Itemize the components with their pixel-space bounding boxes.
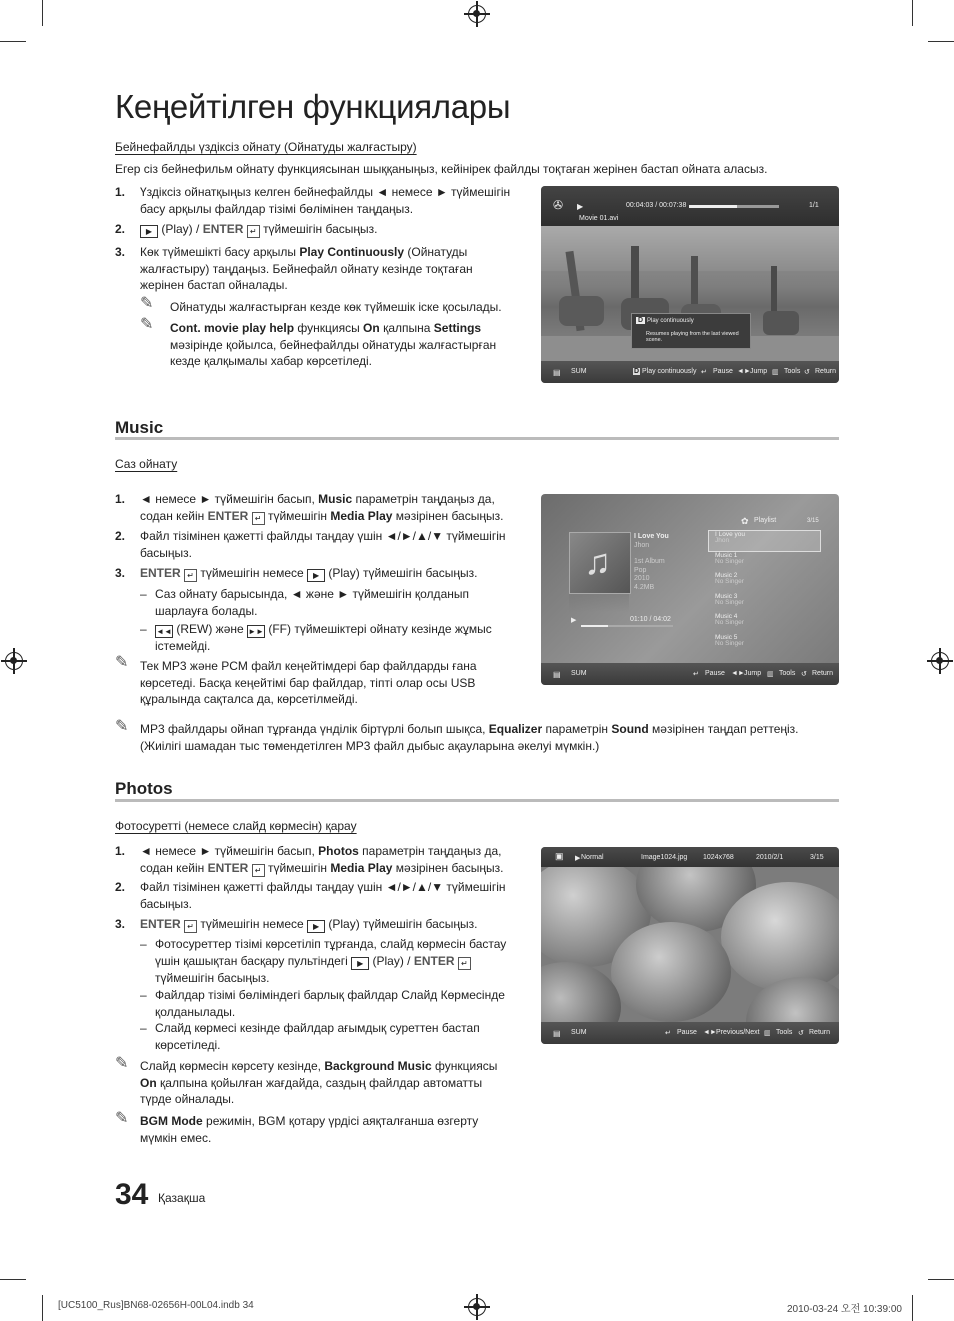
playlist-item[interactable] — [715, 614, 745, 635]
music-heading: Music — [115, 418, 164, 437]
music-dash1: Саз ойнату барысында, ◄ және ► түймешігін қолданып шарлауға болады. — [155, 587, 469, 618]
step-text: Көк түймешікті басу арқылы — [140, 245, 296, 259]
video-subheading: Бейнефайлды үздіксіз ойнату (Ойнатуды жалғастыру) — [115, 140, 417, 154]
note-text: функциясы — [297, 321, 360, 335]
registration-mark-icon — [468, 5, 486, 23]
video-progress-fill — [689, 205, 737, 208]
track-artist: No Singer — [715, 598, 744, 606]
music-note2 — [140, 721, 840, 754]
apple-shape — [541, 962, 621, 1022]
step-text: (Play) түймешігін басыңыз. — [328, 917, 478, 931]
music-note-icon: ♫ — [584, 541, 611, 582]
dash-bullet: – — [140, 622, 147, 636]
apples-photo — [541, 867, 839, 1022]
step-text: түймешігін басыңыз. — [263, 222, 378, 236]
playlist-count: 3/15 — [807, 518, 819, 524]
step-bold: Play Continuously — [299, 245, 405, 259]
video-time: 00:04:03 / 00:07:38 — [626, 202, 687, 209]
music-player-screenshot — [541, 494, 839, 685]
slideshow-mode: Normal — [581, 854, 604, 861]
usb-icon: ▤ — [553, 368, 561, 377]
album-art — [569, 532, 631, 594]
note-text: режимін, BGM қотару үрдісі аяқталғанша өзгерту мүмкін емес. — [140, 1114, 479, 1145]
dash-text: (Play) / — [372, 953, 411, 968]
step-text: ◄ немесе ► түймешігін басып, — [140, 844, 315, 858]
step-number: 1. — [115, 492, 126, 506]
playlist-item[interactable] — [715, 594, 745, 615]
note-bold: Background Music — [324, 1059, 432, 1073]
enter-label: ENTER — [207, 508, 249, 523]
return-icon: ↺ — [798, 1030, 804, 1037]
return-icon: ↺ — [801, 671, 807, 678]
photo-file-name: Image1024.jpg — [641, 854, 688, 861]
bar-jump: Jump — [750, 368, 768, 375]
giraffe-body — [559, 296, 604, 326]
step-number: 3. — [115, 245, 126, 259]
popup-text: Resumes playing from the last viewed scene. — [646, 331, 739, 343]
step-text: ◄ немесе ► түймешігін басып, — [140, 492, 315, 506]
crop-mark — [42, 0, 43, 26]
bar-jump: Jump — [744, 670, 762, 677]
step-number: 2. — [115, 529, 126, 543]
language-label: Қазақша — [158, 1191, 206, 1205]
apple-shape — [611, 922, 731, 1022]
enter-label: ENTER — [140, 917, 181, 931]
page-number: 34 — [115, 1178, 149, 1211]
photos-dash2: Файлдар тізімі бөліміндегі барлық файлдар Слайд Көрмесінде қолданылады. — [155, 988, 505, 1019]
album-art-reflection — [569, 594, 629, 612]
step-number: 3. — [115, 566, 126, 580]
video-bottom-bar — [541, 361, 839, 383]
bar-play-continuously: Play continuously — [642, 368, 697, 375]
enter-icon: ↵ — [458, 957, 471, 970]
enter-icon: ↵ — [693, 671, 699, 678]
tools-icon: ▥ — [772, 369, 779, 376]
crop-mark — [42, 1295, 43, 1321]
usb-icon: ▤ — [553, 670, 561, 679]
step-text: мәзірінен басыңыз. — [395, 508, 504, 523]
play-icon: ▶ — [571, 617, 577, 624]
step-bold: Media Play — [330, 860, 393, 875]
tools-icon: ▥ — [764, 1030, 771, 1037]
note-pencil-icon: ✎ — [115, 1110, 129, 1127]
track-artist: Jhon — [715, 537, 730, 545]
step-text: түймешігін немесе — [200, 566, 304, 580]
video-step3 — [140, 244, 515, 294]
dash-text: Фотосуреттер тізімі көрсетіліп тұрғанда, слайд көрмесін бастау үшін қашықтан басқару пультіндегі — [155, 937, 507, 968]
playlist-item[interactable] — [715, 553, 745, 574]
video-progress-bar — [689, 205, 779, 208]
note-pencil-icon: ✎ — [115, 1055, 129, 1072]
playlist-item[interactable] — [715, 532, 745, 553]
play-icon: ▶ — [351, 957, 369, 970]
giraffe-body — [763, 311, 799, 335]
crop-mark — [912, 0, 913, 26]
music-time: 01:10 / 04:02 — [630, 616, 671, 623]
track-title: I Love you — [715, 531, 745, 538]
video-note2 — [170, 320, 515, 370]
bar-pause: Pause — [677, 1029, 697, 1036]
note-bold: On — [363, 321, 380, 335]
photos-dash3: Слайд көрмесі кезінде файлдар ағымдық суреттен бастап көрсетіледі. — [155, 1021, 480, 1052]
video-note1: Ойнатуды жалғастырған кезде көк түймешік іске қосылады. — [170, 300, 502, 314]
photo-resolution: 1024x768 — [703, 854, 734, 861]
note-text: қалпына қойылған жағдайда, саздың файлдар автоматты түрде ойналады. — [140, 1075, 483, 1106]
play-icon: ▶ — [575, 855, 581, 862]
photos-note1 — [140, 1058, 510, 1108]
step-bold: Photos — [318, 844, 359, 858]
enter-icon: ↵ — [184, 569, 197, 582]
dash-bullet: – — [140, 937, 147, 951]
registration-mark-icon — [931, 652, 949, 670]
crop-mark — [912, 1295, 913, 1321]
enter-icon: ↵ — [252, 864, 265, 877]
step-number: 3. — [115, 917, 126, 931]
step-number: 1. — [115, 844, 126, 858]
enter-label: ENTER — [413, 953, 455, 968]
track-title: Music 2 — [715, 572, 738, 579]
photo-date: 2010/2/1 — [756, 854, 784, 861]
apple-shape — [721, 882, 839, 992]
dash-bullet: – — [140, 988, 147, 1002]
trees-background — [541, 226, 839, 271]
photo-bottom-bar — [541, 1022, 839, 1044]
track-artist: No Singer — [715, 619, 744, 627]
crop-mark — [928, 1279, 954, 1280]
note-pencil-icon: ✎ — [140, 295, 154, 312]
crop-mark — [928, 41, 954, 42]
page-title: Кеңейтілген функциялары — [115, 88, 511, 125]
step-number: 2. — [115, 880, 126, 894]
video-top-bar — [541, 186, 839, 226]
dash-text: (REW) және — [176, 622, 244, 636]
bar-tools: Tools — [779, 670, 796, 677]
enter-icon: ↵ — [252, 512, 265, 525]
section-rule — [115, 437, 839, 440]
photos-step1 — [140, 843, 515, 877]
fast-forward-icon: ►► — [248, 627, 264, 636]
note-bold: Equalizer — [488, 722, 543, 736]
left-right-icon: ◄► — [731, 670, 745, 677]
step-bold: Media Play — [330, 508, 393, 523]
film-icon: ✇ — [553, 198, 564, 212]
note-text: функциясы — [435, 1059, 498, 1073]
note-bold: Sound — [611, 722, 649, 736]
section-rule — [115, 799, 839, 802]
video-step1: Үздіксіз ойнатқыңыз келген бейнефайлды ◄ немесе ► түймешігін басу арқылы файлдар тізімі бөлімінен таңдаңыз. — [140, 185, 511, 216]
play-continuously-popup — [631, 313, 751, 349]
music-step1 — [140, 491, 515, 525]
sum-label: SUM — [571, 670, 587, 677]
enter-icon: ↵ — [701, 369, 707, 376]
track-artist: No Singer — [715, 639, 744, 647]
note-text: Слайд көрмесін көрсету кезінде, — [140, 1059, 321, 1073]
photos-note2 — [140, 1113, 510, 1146]
step-text: (Ойнатуды жалғастыру) таңдаңыз. Бейнефайл ойнату кезінде тоқтаған жерінен бастап ойналады. — [140, 245, 473, 292]
sum-label: SUM — [571, 368, 587, 375]
step-text: (Play) түймешігін басыңыз. — [328, 566, 478, 580]
bar-tools: Tools — [784, 368, 801, 375]
left-right-icon: ◄► — [703, 1029, 717, 1036]
step-text: түймешігін — [267, 508, 328, 523]
footer-file-info: [UC5100_Rus]BN68-02656H-00L04.indb 34 — [58, 1300, 254, 1311]
track-title: Music 4 — [715, 613, 738, 620]
step-text: түймешігін немесе — [200, 917, 304, 931]
tools-icon: ▥ — [767, 671, 774, 678]
step-number: 1. — [115, 185, 126, 199]
song-info — [634, 533, 669, 592]
music-step3 — [140, 565, 515, 582]
music-progress-bar — [581, 625, 673, 627]
bar-pause: Pause — [705, 670, 725, 677]
bar-pause: Pause — [713, 368, 733, 375]
registration-mark-icon — [5, 652, 23, 670]
enter-icon: ↵ — [665, 1030, 671, 1037]
photo-viewer-screenshot — [541, 847, 839, 1044]
step-text: (Play) / — [161, 222, 200, 236]
note-text: параметрін — [545, 722, 609, 736]
step-bold: Music — [318, 492, 353, 506]
playlist-label: Playlist — [754, 517, 777, 524]
song-year: 2010 — [634, 575, 650, 582]
music-progress-fill — [581, 625, 608, 627]
enter-label: ENTER — [207, 860, 249, 875]
note-pencil-icon: ✎ — [115, 718, 129, 735]
music-step2: Файл тізімінен қажетті файлды таңдау үшін ◄/►/▲/▼ түймешігін басыңыз. — [140, 529, 506, 560]
video-file-name: Movie 01.avi — [579, 215, 619, 222]
note-bold: Cont. movie play help — [170, 321, 295, 335]
sum-label: SUM — [571, 1029, 587, 1036]
photos-step3 — [140, 916, 515, 933]
track-title: Music 3 — [715, 592, 738, 600]
step-text: параметрін таңдаңыз да, содан кейін — [140, 492, 495, 523]
track-artist: No Singer — [715, 578, 744, 586]
dash-text: (FF) түймешіктері ойнату кезінде жұмыс істемейді. — [155, 622, 492, 653]
play-icon: ▶ — [307, 920, 325, 933]
enter-icon: ↵ — [247, 225, 260, 238]
song-title: I Love You — [634, 533, 669, 540]
photo-top-bar — [541, 847, 839, 867]
video-intro: Егер сіз бейнефильм ойнату функциясынан шыққаныңыз, кейінірек файлды тоқтаған жерінен бастап ойната аласыз. — [115, 162, 768, 176]
photos-subheading: Фотосуретті (немесе слайд көрмесін) қарау — [115, 819, 357, 833]
blue-button-icon: D — [634, 368, 640, 375]
music-bottom-bar — [541, 663, 839, 685]
enter-label: ENTER — [202, 222, 244, 236]
photos-dash1 — [155, 936, 510, 986]
song-artist: Jhon — [634, 541, 650, 549]
playlist-item[interactable] — [715, 573, 745, 594]
note-pencil-icon: ✎ — [140, 316, 154, 333]
music-subheading: Саз ойнату — [115, 457, 178, 471]
note-bold: BGM Mode — [140, 1114, 203, 1128]
note-text: қалпына — [383, 321, 431, 335]
bar-previous-next: Previous/Next — [716, 1029, 760, 1036]
video-player-screenshot — [541, 186, 839, 383]
photo-count: 3/15 — [810, 854, 824, 861]
return-icon: ↺ — [804, 369, 810, 376]
note-text: MP3 файлдары ойнап тұрғанда үнділік біртүрлі болып шықса, — [140, 722, 486, 736]
step-text: мәзірінен басыңыз. — [395, 860, 504, 875]
usb-icon: ▤ — [553, 1029, 561, 1038]
rewind-icon: ◄◄ — [156, 627, 172, 636]
track-artist: No Singer — [715, 557, 744, 565]
step-number: 2. — [115, 222, 126, 236]
song-size: 4.2MB — [634, 583, 655, 591]
note-bold: Settings — [433, 321, 482, 335]
music-note1: Тек MP3 және PCM файл кеңейтімдері бар файлдарды ғана көрсетеді. Басқа кеңейтімі бар файлдар, тіпті олар осы USB құралында сақталса да, көрсетілмейді. — [140, 659, 477, 706]
left-right-icon: ◄► — [737, 368, 751, 375]
photo-icon: ▣ — [555, 851, 564, 861]
video-count: 1/1 — [809, 202, 819, 209]
play-icon: ▶ — [307, 569, 325, 582]
playlist-icon: ✿ — [741, 516, 749, 526]
track-title: Music 1 — [715, 551, 738, 559]
play-icon: ▶ — [577, 202, 584, 211]
popup-title: Play continuously — [647, 318, 694, 324]
play-icon: ▶ — [140, 225, 158, 238]
registration-mark-icon — [468, 1298, 486, 1316]
music-dash2 — [155, 621, 505, 655]
photos-step2: Файл тізімінен қажетті файлды таңдау үшін ◄/►/▲/▼ түймешігін басыңыз. — [140, 880, 506, 911]
track-title: Music 5 — [715, 633, 738, 641]
dash-text: түймешігін басыңыз. — [155, 970, 270, 985]
bar-return: Return — [812, 670, 834, 677]
song-album: 1st Album — [634, 558, 665, 565]
dash-bullet: – — [140, 1021, 147, 1035]
note-text: мәзірінде қойылса, бейнефайлды ойнатуды жалғастырған кезде қалқымалы хабар көрсетіледі. — [170, 337, 497, 368]
playlist-item[interactable] — [715, 635, 745, 656]
bar-tools: Tools — [776, 1029, 793, 1036]
bar-return: Return — [815, 368, 837, 375]
video-step2 — [140, 221, 515, 238]
footer-timestamp: 2010-03-24 오전 10:39:00 — [787, 1304, 902, 1315]
bar-return: Return — [809, 1029, 831, 1036]
crop-mark — [0, 1279, 26, 1280]
dash-bullet: – — [140, 587, 147, 601]
photos-heading: Photos — [115, 779, 173, 798]
playlist — [715, 532, 745, 655]
step-text: түймешігін — [267, 860, 328, 875]
step-text: параметрін таңдаңыз да, содан кейін — [140, 844, 502, 875]
note-text: мәзірінен таңдап реттеңіз. (Жиілігі шамадан тыс төмендетілген MP3 файл дыбыс ақауларына әкелуі мүмкін.) — [140, 722, 799, 753]
enter-icon: ↵ — [184, 920, 197, 933]
crop-mark — [0, 41, 26, 42]
note-pencil-icon: ✎ — [115, 654, 129, 671]
enter-label: ENTER — [140, 566, 181, 580]
song-genre: Pop — [634, 566, 647, 574]
blue-button-icon: D — [638, 317, 644, 324]
note-bold: On — [140, 1075, 157, 1090]
